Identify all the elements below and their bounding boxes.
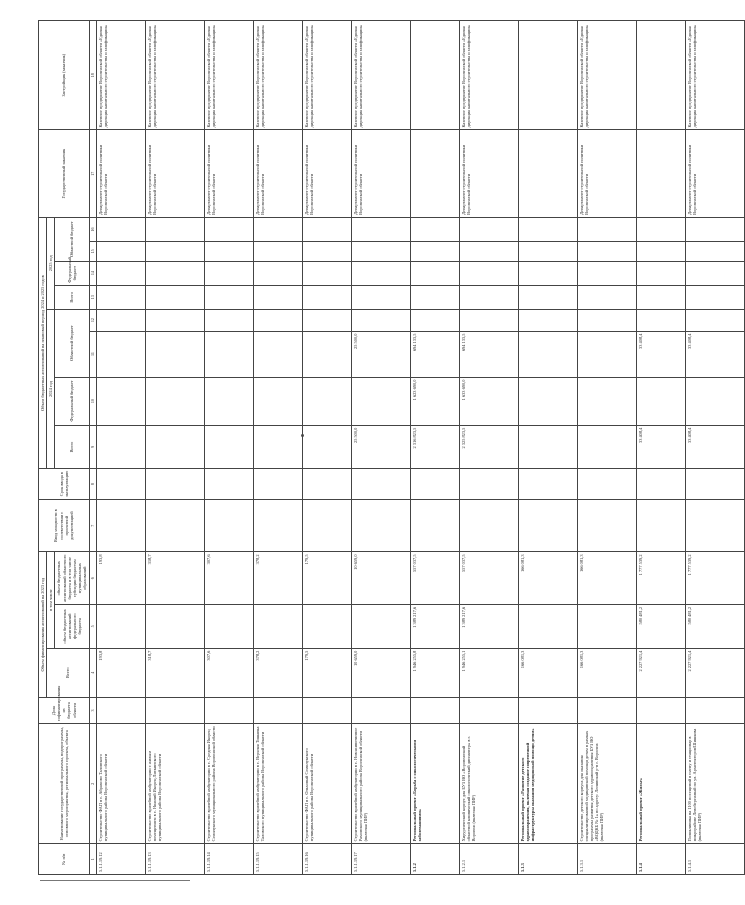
row-2024-total: 33 408,4 — [685, 425, 744, 469]
row-2025-federal — [577, 261, 636, 285]
row-regional: 166 081,3 — [577, 552, 636, 604]
row-regional: 1 777 539,2 — [685, 552, 744, 604]
row-regional: 193,8 — [96, 552, 145, 604]
row-developer: Казенное предприятие Воронежской области «Единая дирекция капитального строительства и газификации» — [253, 21, 302, 130]
row-2025-federal — [459, 261, 518, 285]
header-forecast-title: Объем бюджетных ассигнований на плановый период 2024 и 2025 годов — [39, 217, 47, 468]
table-row — [459, 21, 518, 875]
row-total: 179,5 — [302, 648, 351, 697]
row-2024-federal — [302, 377, 351, 425]
row-number: 5.1.3 — [518, 844, 577, 875]
row-customer: Департамент строительной политики Воронежской области — [253, 130, 302, 217]
row-total: 318,7 — [145, 648, 204, 697]
row-2025-regional — [351, 241, 410, 261]
header-2025-total: Всего — [55, 285, 89, 309]
row-2025-total — [145, 285, 204, 309]
table-row — [577, 21, 636, 875]
row-deadline — [518, 469, 577, 500]
header-no: № п/п — [39, 844, 90, 875]
row-share — [253, 697, 302, 723]
row-federal — [96, 604, 145, 648]
row-2024-regional — [253, 331, 302, 377]
row-2025-regional — [204, 241, 253, 261]
column-number: 3 — [89, 697, 96, 723]
row-customer: Департамент строительной политики Воронежской области — [685, 130, 744, 217]
row-name: Строительство врачебной амбулатории в с. Верхняя Тишанка Таловского муниципального района Воронежской области — [253, 724, 302, 844]
column-number: 13 — [89, 285, 96, 309]
row-regional: 557 037,5 — [410, 552, 459, 604]
table-row — [410, 21, 459, 875]
row-share — [351, 697, 410, 723]
row-2024-federal: 1 623 690,0 — [410, 377, 459, 425]
header-2024-federal: Федеральный бюджет — [55, 377, 89, 425]
row-2025-extra — [253, 217, 302, 241]
row-total: 166 081,3 — [577, 648, 636, 697]
row-2024-regional — [96, 331, 145, 377]
row-name: Региональный проект «Жилье» — [636, 724, 685, 844]
row-federal: 1 389 217,6 — [459, 604, 518, 648]
row-2024-total — [577, 425, 636, 469]
row-2025-extra — [302, 217, 351, 241]
row-2024-extra — [636, 309, 685, 331]
row-2024-extra — [145, 309, 204, 331]
row-total: 2 227 921,4 — [636, 648, 685, 697]
header-capacity: Ввод мощности в соответствии с проектной документацией — [39, 499, 90, 551]
header-2024-total: Всего — [55, 425, 89, 469]
row-2024-federal — [518, 377, 577, 425]
row-2024-total — [302, 425, 351, 469]
row-name: Строительство врачебной амбулатории с жилым помещением в с. Нижний Икорец Лискинского муниципального района Воронежской области — [145, 724, 204, 844]
column-number: 16 — [89, 217, 96, 241]
row-name: Строительство детского корпуса для оказания специализированной медицинской помощи детям в рамках программы развития детского здравоохранения БУЗ ВО «ВОДКБ № 1» по адресу: Ленинский р-н г. Воронеж (включая ПИР) — [577, 724, 636, 844]
row-2024-regional: 694 133,5 — [459, 331, 518, 377]
row-2024-federal — [636, 377, 685, 425]
row-total: 193,8 — [96, 648, 145, 697]
row-deadline — [577, 469, 636, 500]
header-federal-amount: объем бюджетных ассигнований федерального бюджета — [55, 604, 89, 648]
row-customer — [636, 130, 685, 217]
row-federal — [302, 604, 351, 648]
column-number: 9 — [89, 425, 96, 469]
row-2024-total — [253, 425, 302, 469]
row-name: Региональный проект «Развитие детского здравоохранения, включая создание современной инфраструктуры оказания медицинской помощи детям» — [518, 724, 577, 844]
row-2024-regional: 33 408,4 — [685, 331, 744, 377]
row-name: Строительство ФАП в с. Ольховый Семилукского муниципального района Воронежской области — [302, 724, 351, 844]
row-number: 5.1.3.1 — [577, 844, 636, 875]
row-2024-extra — [410, 309, 459, 331]
row-number: 5.1.1.19.12 — [96, 844, 145, 875]
header-incl: в том числе — [47, 552, 55, 648]
row-2025-extra — [518, 217, 577, 241]
column-number-row — [89, 21, 96, 875]
row-2024-regional: 25 500,0 — [351, 331, 410, 377]
row-developer: Казенное предприятие Воронежской области «Единая дирекция капитального строительства и газификации» — [685, 21, 744, 130]
row-deadline — [145, 469, 204, 500]
row-name: Региональный проект «Борьба с онкологическими заболеваниями» — [410, 724, 459, 844]
column-number: 10 — [89, 377, 96, 425]
row-regional: 1 777 539,2 — [636, 552, 685, 604]
row-2024-regional — [302, 331, 351, 377]
row-deadline — [302, 469, 351, 500]
row-2025-federal — [96, 261, 145, 285]
row-capacity — [459, 499, 518, 551]
row-2024-total: 2 316 823,5 — [410, 425, 459, 469]
row-2025-total — [351, 285, 410, 309]
row-2024-total: 25 500,0 — [351, 425, 410, 469]
row-developer: Казенное предприятие Воронежской области «Единая дирекция капитального строительства и газификации» — [351, 21, 410, 130]
row-regional: 557 037,5 — [459, 552, 518, 604]
column-number: 4 — [89, 648, 96, 697]
row-2025-extra — [410, 217, 459, 241]
row-2025-regional — [459, 241, 518, 261]
row-regional: 10 659,0 — [351, 552, 410, 604]
column-number: 12 — [89, 309, 96, 331]
header-deadline: Срок ввода в эксплуатацию — [39, 469, 90, 500]
row-total: 307,6 — [204, 648, 253, 697]
row-2025-extra — [351, 217, 410, 241]
header-customer: Государственный заказчик — [39, 130, 90, 217]
row-customer: Департамент строительной политики Воронежской области — [577, 130, 636, 217]
row-federal — [253, 604, 302, 648]
row-2024-extra — [253, 309, 302, 331]
row-total: 1 946 255,8 — [410, 648, 459, 697]
row-federal: 580 481,2 — [636, 604, 685, 648]
row-total: 10 659,0 — [351, 648, 410, 697]
row-2025-total — [459, 285, 518, 309]
column-number: 6 — [89, 552, 96, 604]
header-budget-share: Доля софинансирования из бюджета области — [39, 697, 90, 723]
row-2025-total — [685, 285, 744, 309]
row-2025-total — [577, 285, 636, 309]
row-deadline — [685, 469, 744, 500]
column-number: 15 — [89, 241, 96, 261]
row-total: 1 946 255,1 — [459, 648, 518, 697]
row-developer: Казенное предприятие Воронежской области «Единая дирекция капитального строительства и газификации» — [302, 21, 351, 130]
row-number: 5.1.2.1 — [459, 844, 518, 875]
row-deadline — [96, 469, 145, 500]
row-2024-extra — [351, 309, 410, 331]
column-number: 1 — [89, 844, 96, 875]
table-row — [145, 21, 204, 875]
row-name: Хирургический корпус для БУЗ ВО «Воронежский областной клинический онкологический диспансер» в г. Воронеж (включая ПИР) — [459, 724, 518, 844]
row-2025-federal — [145, 261, 204, 285]
row-name: Строительство врачебной амбулатории в с. Средняя Икорец Семилукского муниципального района Воронежской области — [204, 724, 253, 844]
row-2025-federal — [518, 261, 577, 285]
column-number: 18 — [89, 21, 96, 130]
row-2024-federal — [96, 377, 145, 425]
row-share — [518, 697, 577, 723]
row-deadline — [410, 469, 459, 500]
table-body — [96, 21, 744, 875]
row-regional: 166 081,3 — [518, 552, 577, 604]
row-2024-regional: 694 133,5 — [410, 331, 459, 377]
row-customer: Департамент строительной политики Воронежской области — [96, 130, 145, 217]
row-developer: Казенное предприятие Воронежской области «Единая дирекция капитального строительства и газификации» — [577, 21, 636, 130]
row-customer — [410, 130, 459, 217]
row-2024-extra — [204, 309, 253, 331]
row-2024-extra — [459, 309, 518, 331]
row-2024-federal — [145, 377, 204, 425]
row-capacity — [351, 499, 410, 551]
row-capacity — [96, 499, 145, 551]
row-capacity — [410, 499, 459, 551]
footnote-rule — [40, 880, 190, 881]
row-share — [410, 697, 459, 723]
row-deadline — [351, 469, 410, 500]
row-regional: 378,2 — [253, 552, 302, 604]
row-regional: 307,6 — [204, 552, 253, 604]
row-2025-extra — [685, 217, 744, 241]
header-2024-regional: Областной бюджет — [55, 309, 89, 377]
header-total-title: Объем финансирования ассигнований на 2023 год — [39, 552, 47, 697]
row-2025-total — [96, 285, 145, 309]
row-2024-federal — [685, 377, 744, 425]
row-regional: 318,7 — [145, 552, 204, 604]
row-number: 5.1.1.19.15 — [253, 844, 302, 875]
row-share — [96, 697, 145, 723]
column-number: 17 — [89, 130, 96, 217]
row-2024-federal — [253, 377, 302, 425]
row-2024-federal — [351, 377, 410, 425]
row-capacity — [518, 499, 577, 551]
header-name: Наименование государственной программы, подпрограммы, основного мероприятия, регионального проекта, объекта — [39, 724, 90, 844]
row-2025-regional — [96, 241, 145, 261]
row-2025-total — [204, 285, 253, 309]
header-developer: Застройщик (заказчик) — [39, 21, 90, 130]
row-2024-regional: 33 408,4 — [636, 331, 685, 377]
row-2025-extra — [636, 217, 685, 241]
table-row — [96, 21, 145, 875]
row-name: Строительство ФАП в с. Абрамово Таловского муниципального района Воронежской области — [96, 724, 145, 844]
row-name: Строительство врачебной амбулатории в с. Новоживотинное Рамонского муниципального района Воронежской области (включая ПИР) — [351, 724, 410, 844]
row-number: 5.1.1.19.17 — [351, 844, 410, 875]
row-2025-regional — [577, 241, 636, 261]
row-share — [204, 697, 253, 723]
column-number: 14 — [89, 261, 96, 285]
row-deadline — [253, 469, 302, 500]
row-capacity — [685, 499, 744, 551]
row-2025-regional — [518, 241, 577, 261]
column-number: 8 — [89, 469, 96, 500]
row-2024-total — [204, 425, 253, 469]
row-capacity — [253, 499, 302, 551]
row-2025-federal — [351, 261, 410, 285]
table-row — [253, 21, 302, 875]
row-2024-total — [518, 425, 577, 469]
row-federal: 1 389 217,6 — [410, 604, 459, 648]
row-share — [145, 697, 204, 723]
row-2025-extra — [145, 217, 204, 241]
row-2024-total — [145, 425, 204, 469]
row-2024-federal — [204, 377, 253, 425]
column-number: 11 — [89, 331, 96, 377]
row-deadline — [636, 469, 685, 500]
row-share — [459, 697, 518, 723]
row-number: 5.1.1.19.16 — [302, 844, 351, 875]
row-2025-regional — [410, 241, 459, 261]
row-customer: Департамент строительной политики Воронежской области — [204, 130, 253, 217]
row-2025-regional — [253, 241, 302, 261]
header-total: Всего — [47, 648, 89, 697]
row-number: 5.1.4.1 — [685, 844, 744, 875]
row-2024-regional — [577, 331, 636, 377]
row-share — [577, 697, 636, 723]
row-2025-extra — [577, 217, 636, 241]
row-2025-regional — [302, 241, 351, 261]
header-2024: 2024 год — [47, 309, 55, 469]
document-page-rotated — [38, 20, 703, 875]
row-2024-extra — [685, 309, 744, 331]
row-developer: Казенное предприятие Воронежской области «Единая дирекция капитального строительства и газификации» — [204, 21, 253, 130]
row-number: 5.1.4 — [636, 844, 685, 875]
row-customer: Департамент строительной политики Воронежской области — [459, 130, 518, 217]
row-2025-total — [253, 285, 302, 309]
row-federal — [204, 604, 253, 648]
row-customer: Департамент строительной политики Воронежской области — [351, 130, 410, 217]
table-row — [685, 21, 744, 875]
table-row — [204, 21, 253, 875]
row-2024-federal: 1 633 690,0 — [459, 377, 518, 425]
row-federal: 580 481,2 — [685, 604, 744, 648]
row-2024-regional — [518, 331, 577, 377]
row-total: 2 227 921,4 — [685, 648, 744, 697]
row-federal — [577, 604, 636, 648]
row-2025-total — [410, 285, 459, 309]
row-federal — [145, 604, 204, 648]
header-regional-amount: объем бюджетных ассигнований областного бюджета и в том числе субсидии бюджетам муниципальных образований — [55, 552, 89, 604]
row-developer: Казенное предприятие Воронежской области «Единая дирекция капитального строительства и газификации» — [96, 21, 145, 130]
column-number: 7 — [89, 499, 96, 551]
row-developer — [636, 21, 685, 130]
row-2025-extra — [96, 217, 145, 241]
row-2024-regional — [204, 331, 253, 377]
row-2025-regional — [685, 241, 744, 261]
row-2025-federal — [636, 261, 685, 285]
row-2024-extra — [577, 309, 636, 331]
row-2025-extra — [459, 217, 518, 241]
row-regional: 179,5 — [302, 552, 351, 604]
row-deadline — [204, 469, 253, 500]
row-2024-extra — [302, 309, 351, 331]
row-name: Поликлиника на 1100 посещений в смену и стационар в микрорайоне Левобережный по ул. Архитекторов/Шишкова (включая ПИР) — [685, 724, 744, 844]
row-capacity — [636, 499, 685, 551]
table-row — [636, 21, 685, 875]
investment-table — [38, 20, 745, 875]
row-2025-total — [636, 285, 685, 309]
row-2025-federal — [685, 261, 744, 285]
row-deadline — [459, 469, 518, 500]
row-2025-total — [518, 285, 577, 309]
row-customer — [518, 130, 577, 217]
row-2024-extra — [518, 309, 577, 331]
row-developer — [518, 21, 577, 130]
row-capacity — [577, 499, 636, 551]
row-developer — [410, 21, 459, 130]
header-2025-federal: Федеральный бюджет — [55, 261, 89, 285]
row-federal — [518, 604, 577, 648]
row-total: 166 081,3 — [518, 648, 577, 697]
row-developer: Казенное предприятие Воронежской области «Единая дирекция капитального строительства и газификации» — [145, 21, 204, 130]
row-number: 5.1.1.19.13 — [145, 844, 204, 875]
row-capacity — [302, 499, 351, 551]
table-row — [302, 21, 351, 875]
row-2025-federal — [253, 261, 302, 285]
row-capacity — [145, 499, 204, 551]
row-number: 5.1.1.19.14 — [204, 844, 253, 875]
row-2025-federal — [302, 261, 351, 285]
row-federal — [351, 604, 410, 648]
row-2024-federal — [577, 377, 636, 425]
header-2025-regional: Областной бюджет — [55, 217, 89, 261]
row-number: 5.1.2 — [410, 844, 459, 875]
row-2024-extra — [96, 309, 145, 331]
row-total: 378,2 — [253, 648, 302, 697]
row-share — [685, 697, 744, 723]
row-2025-federal — [410, 261, 459, 285]
column-number: 5 — [89, 604, 96, 648]
row-2024-total: 33 408,4 — [636, 425, 685, 469]
table-row — [351, 21, 410, 875]
header-2025: 2025 год — [47, 217, 55, 309]
row-2024-total — [96, 425, 145, 469]
row-2025-federal — [204, 261, 253, 285]
column-number: 2 — [89, 724, 96, 844]
table-row — [518, 21, 577, 875]
row-2025-total — [302, 285, 351, 309]
row-2024-total: 2 325 823,5 — [459, 425, 518, 469]
row-capacity — [204, 499, 253, 551]
row-2025-regional — [145, 241, 204, 261]
row-2025-regional — [636, 241, 685, 261]
row-2025-extra — [204, 217, 253, 241]
row-share — [636, 697, 685, 723]
row-customer: Департамент строительной политики Воронежской области — [302, 130, 351, 217]
row-developer: Казенное предприятие Воронежской области «Единая дирекция капитального строительства и газификации» — [459, 21, 518, 130]
row-customer: Департамент строительной политики Воронежской области — [145, 130, 204, 217]
row-2024-regional — [145, 331, 204, 377]
row-share — [302, 697, 351, 723]
